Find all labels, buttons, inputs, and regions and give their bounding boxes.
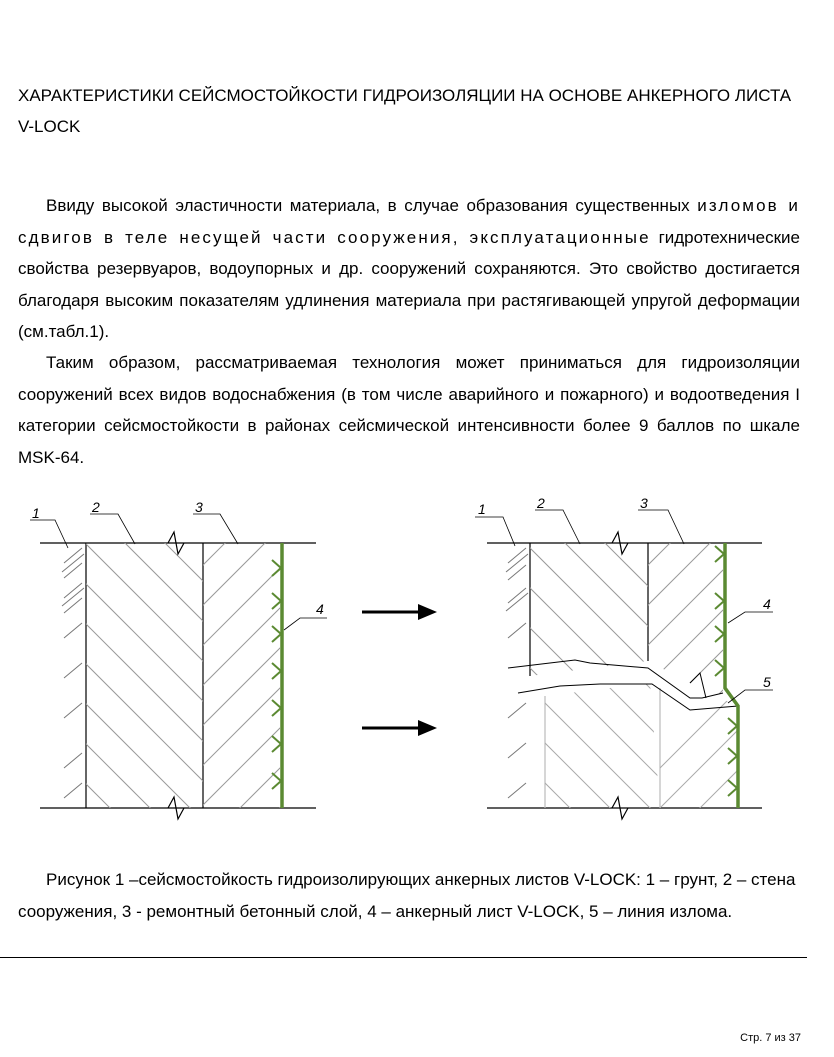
section-heading: ХАРАКТЕРИСТИКИ СЕЙСМОСТОЙКОСТИ ГИДРОИЗОЛЯЦИИ НА ОСНОВЕ АНКЕРНОГО ЛИСТА V-LOCK <box>18 86 792 136</box>
anchor-sheet <box>272 543 282 808</box>
page-number: Стр. 7 из 37 <box>740 1032 801 1044</box>
arrow-icon <box>362 604 437 620</box>
soil-hatch <box>62 548 84 798</box>
paragraph-conclusion: Таким образом, рассматриваемая технология может приниматься для гидроизоляции сооружений всех видов водоснабжения (в том числе аварийного и пожарного) и водоотведения I категории сейсмостойкости в районах сейсмической интенсивности более 9 баллов по шкале MSK-64. <box>18 353 800 467</box>
fracture-line <box>508 660 738 710</box>
paragraph-line: Ввиду высокой эластичности материала, в случае образования существенных <box>46 196 690 215</box>
paragraph-line: изломов и сдвигов в теле несущей части сооружения, эксплуатационные <box>18 196 800 247</box>
label-3: 3 <box>640 495 648 511</box>
label-5: 5 <box>763 674 771 690</box>
label-3: 3 <box>195 499 203 515</box>
paragraph-line: гидротехнические свойства резервуаров, водоупорных и др. сооружений сохраняются. Это свойство достигается благодаря высоким показателям удлинения материала при растягивающей упругой деформации (см.табл.1). <box>18 227 800 341</box>
seismic-figure <box>0 488 834 838</box>
label-1: 1 <box>32 505 40 521</box>
left-diagram <box>30 499 327 838</box>
label-4: 4 <box>763 596 771 612</box>
figure-caption: Рисунок 1 –сейсмостойкость гидроизолирующих анкерных листов V-LOCK: 1 – грунт, 2 – стена сооружения, 3 - ремонтный бетонный слой, 4 – анкерный лист V-LOCK, 5 – линия излома. <box>18 870 796 921</box>
label-2: 2 <box>92 499 100 515</box>
label-2: 2 <box>537 495 545 511</box>
label-4: 4 <box>316 601 324 617</box>
arrow-icon <box>362 720 437 736</box>
paragraph-elasticity <box>18 190 800 348</box>
right-diagram <box>475 495 810 838</box>
label-1: 1 <box>478 501 486 517</box>
divider <box>0 957 807 958</box>
